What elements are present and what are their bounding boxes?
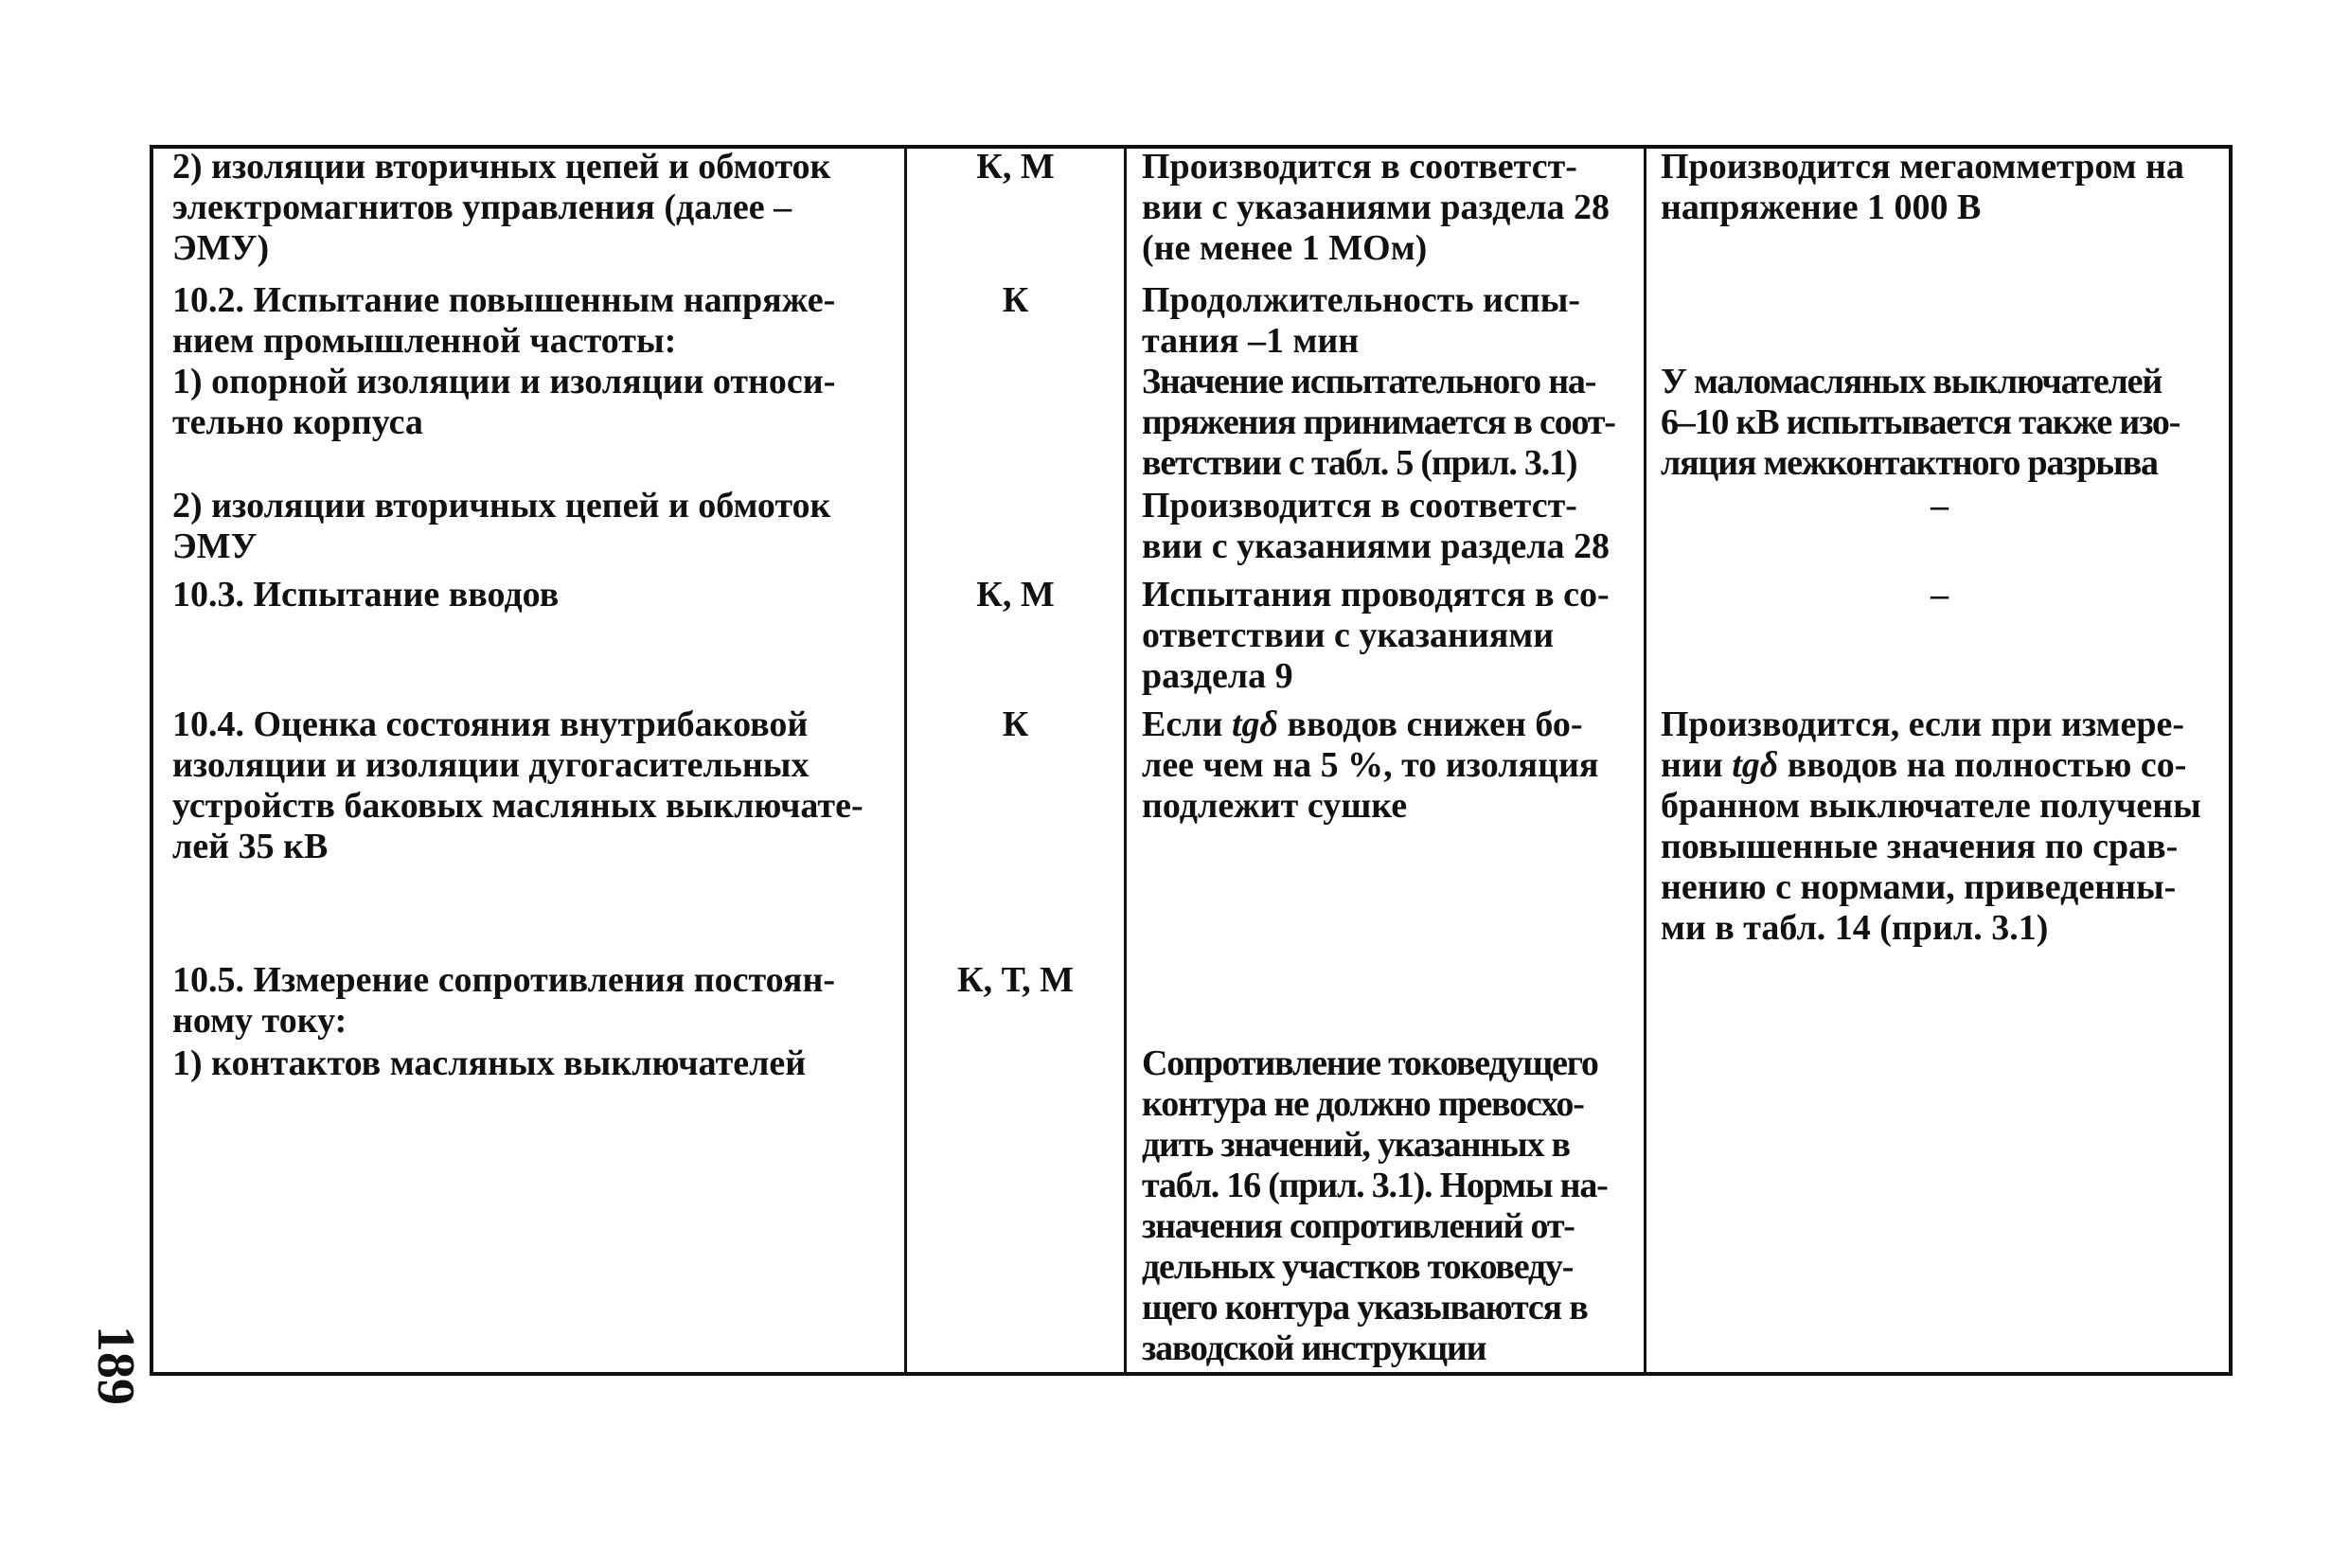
row-3-notes: У маломасляных выключателей 6–10 кВ испытывается также изо- ляция межконтактного разрыва bbox=[1661, 362, 2180, 483]
test-norms-table bbox=[150, 145, 2233, 1376]
row-6-item: 10.4. Оценка состояния внутрибаковой изоляции и изоляции дугогасительных устройств баковых масляных выключате- лей 35 кВ bbox=[172, 704, 863, 866]
column-divider-2 bbox=[1124, 149, 1127, 1372]
row-5-item: 10.3. Испытание вводов bbox=[172, 575, 560, 615]
row-5-notes: – bbox=[1931, 575, 1949, 615]
row-7-item: 10.5. Измерение сопротивления постоян- ному току: bbox=[172, 960, 836, 1041]
column-divider-1 bbox=[904, 149, 907, 1372]
row-1-item-line-1: 2) изоляции вторичных цепей и обмоток bbox=[172, 147, 831, 187]
row-4-item: 2) изоляции вторичных цепей и обмоток ЭМУ bbox=[172, 486, 831, 566]
row-5-norm: Испытания проводятся в со- ответствии с указаниями раздела 9 bbox=[1142, 575, 1610, 696]
page-number: 189 bbox=[86, 1326, 145, 1405]
row-4-notes: – bbox=[1931, 486, 1949, 526]
row-3-item: 1) опорной изоляции и изоляции относи- тельно корпуса bbox=[172, 362, 836, 442]
row-2-item: 10.2. Испытание повышенным напряже- нием промышленной частоты: bbox=[172, 280, 836, 361]
row-8-norm: Сопротивление токоведущего контура не должно превосхо- дить значений, указанных в табл. 16 (прил. 3.1). Нормы на- значения сопротивлений от- дельных участков токоведу- щего контура указываются в заводской инструкции bbox=[1142, 1043, 1608, 1368]
row-6-notes: Производится, если при измере- нии tgδ вводов на полностью со- бранном выключателе получены повышенные значения по срав- нению с нормами, приведенны- ми в табл. 14 (прил. 3.1) bbox=[1661, 704, 2201, 948]
row-6-type: К bbox=[1002, 704, 1029, 744]
row-1-item-line-2: электромагнитов управления (далее – bbox=[172, 187, 792, 227]
row-7-type: К, Т, М bbox=[957, 960, 1074, 1000]
row-1-type: К, М bbox=[976, 147, 1055, 187]
row-8-item: 1) контактов масляных выключателей bbox=[172, 1043, 807, 1083]
row-1-notes: Производится мегаомметром на напряжение 1 000 В bbox=[1661, 147, 2184, 227]
row-1-item bbox=[172, 147, 830, 269]
row-3-norm: Значение испытательного на- пряжения принимается в соот- ветствии с табл. 5 (прил. 3.1) bbox=[1142, 362, 1615, 483]
column-divider-3 bbox=[1644, 149, 1646, 1372]
row-2-type: К bbox=[1002, 280, 1029, 320]
row-1-item-line-3: ЭМУ) bbox=[172, 228, 270, 268]
row-2-norm: Продолжительность испы- тания –1 мин bbox=[1142, 280, 1581, 361]
row-6-norm: Если tgδ вводов снижен бо- лее чем на 5 %, то изоляция подлежит сушке bbox=[1142, 704, 1599, 826]
row-4-norm: Производится в соответст- вии с указаниями раздела 28 bbox=[1142, 486, 1610, 566]
row-5-type: К, М bbox=[976, 575, 1055, 615]
row-1-norm: Производится в соответст- вии с указаниями раздела 28 (не менее 1 МОм) bbox=[1142, 147, 1610, 268]
